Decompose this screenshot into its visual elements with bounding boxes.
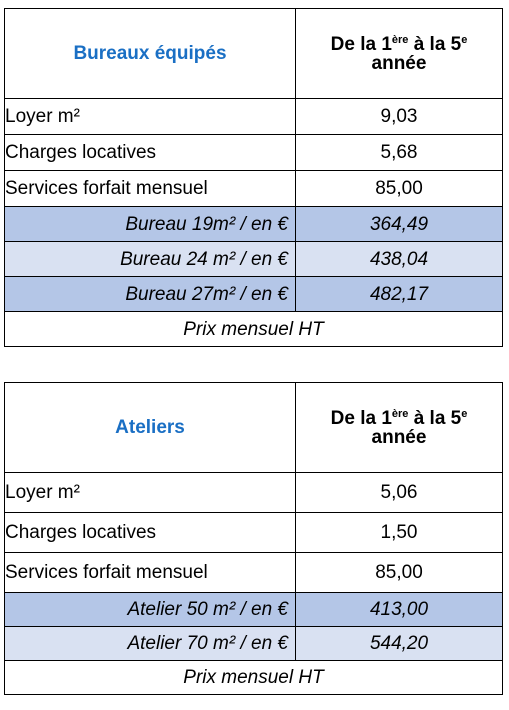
row-value: 482,17 bbox=[296, 277, 503, 312]
row-label: Services forfait mensuel bbox=[5, 553, 296, 593]
row-label: Loyer m² bbox=[5, 99, 296, 135]
footer-note: Prix mensuel HT bbox=[5, 661, 503, 695]
ateliers-period-header bbox=[296, 383, 503, 473]
table-row bbox=[5, 553, 503, 593]
row-label: Bureau 19m² / en € bbox=[5, 207, 296, 242]
footer-row bbox=[5, 312, 503, 347]
table-row bbox=[5, 135, 503, 171]
footer-note: Prix mensuel HT bbox=[5, 312, 503, 347]
row-value: 9,03 bbox=[296, 99, 503, 135]
row-value: 438,04 bbox=[296, 242, 503, 277]
period-header-sup2: e bbox=[461, 33, 468, 46]
table-row bbox=[5, 207, 503, 242]
period-header-sup1: ère bbox=[391, 407, 409, 420]
footer-row bbox=[5, 661, 503, 695]
table-row bbox=[5, 593, 503, 627]
row-value: 85,00 bbox=[296, 171, 503, 207]
row-value: 85,00 bbox=[296, 553, 503, 593]
row-label: Charges locatives bbox=[5, 135, 296, 171]
period-header-line2: année bbox=[371, 52, 427, 74]
table-row bbox=[5, 242, 503, 277]
row-value: 544,20 bbox=[296, 627, 503, 661]
bureaux-title: Bureaux équipés bbox=[5, 9, 296, 99]
row-label: Bureau 24 m² / en € bbox=[5, 242, 296, 277]
table-row bbox=[5, 513, 503, 553]
table-row bbox=[5, 99, 503, 135]
bureaux-table bbox=[4, 8, 503, 347]
table-row bbox=[5, 171, 503, 207]
row-value: 1,50 bbox=[296, 513, 503, 553]
table-row bbox=[5, 627, 503, 661]
period-header-prefix: De la 1 bbox=[330, 33, 392, 55]
table-row bbox=[5, 473, 503, 513]
row-value: 413,00 bbox=[296, 593, 503, 627]
bureaux-period-header bbox=[296, 9, 503, 99]
row-label: Atelier 50 m² / en € bbox=[5, 593, 296, 627]
row-value: 5,68 bbox=[296, 135, 503, 171]
period-header-mid: à la 5 bbox=[408, 407, 462, 429]
row-label: Services forfait mensuel bbox=[5, 171, 296, 207]
row-label: Charges locatives bbox=[5, 513, 296, 553]
row-label: Atelier 70 m² / en € bbox=[5, 627, 296, 661]
period-header-sup1: ère bbox=[391, 33, 409, 46]
period-header-sup2: e bbox=[461, 407, 468, 420]
row-value: 5,06 bbox=[296, 473, 503, 513]
ateliers-header-row bbox=[5, 383, 503, 473]
period-header-prefix: De la 1 bbox=[330, 407, 392, 429]
ateliers-table bbox=[4, 382, 503, 695]
bureaux-header-row bbox=[5, 9, 503, 99]
table-row bbox=[5, 277, 503, 312]
row-label: Loyer m² bbox=[5, 473, 296, 513]
period-header-line2: année bbox=[371, 426, 427, 448]
ateliers-title: Ateliers bbox=[5, 383, 296, 473]
row-label: Bureau 27m² / en € bbox=[5, 277, 296, 312]
period-header-mid: à la 5 bbox=[408, 33, 462, 55]
row-value: 364,49 bbox=[296, 207, 503, 242]
